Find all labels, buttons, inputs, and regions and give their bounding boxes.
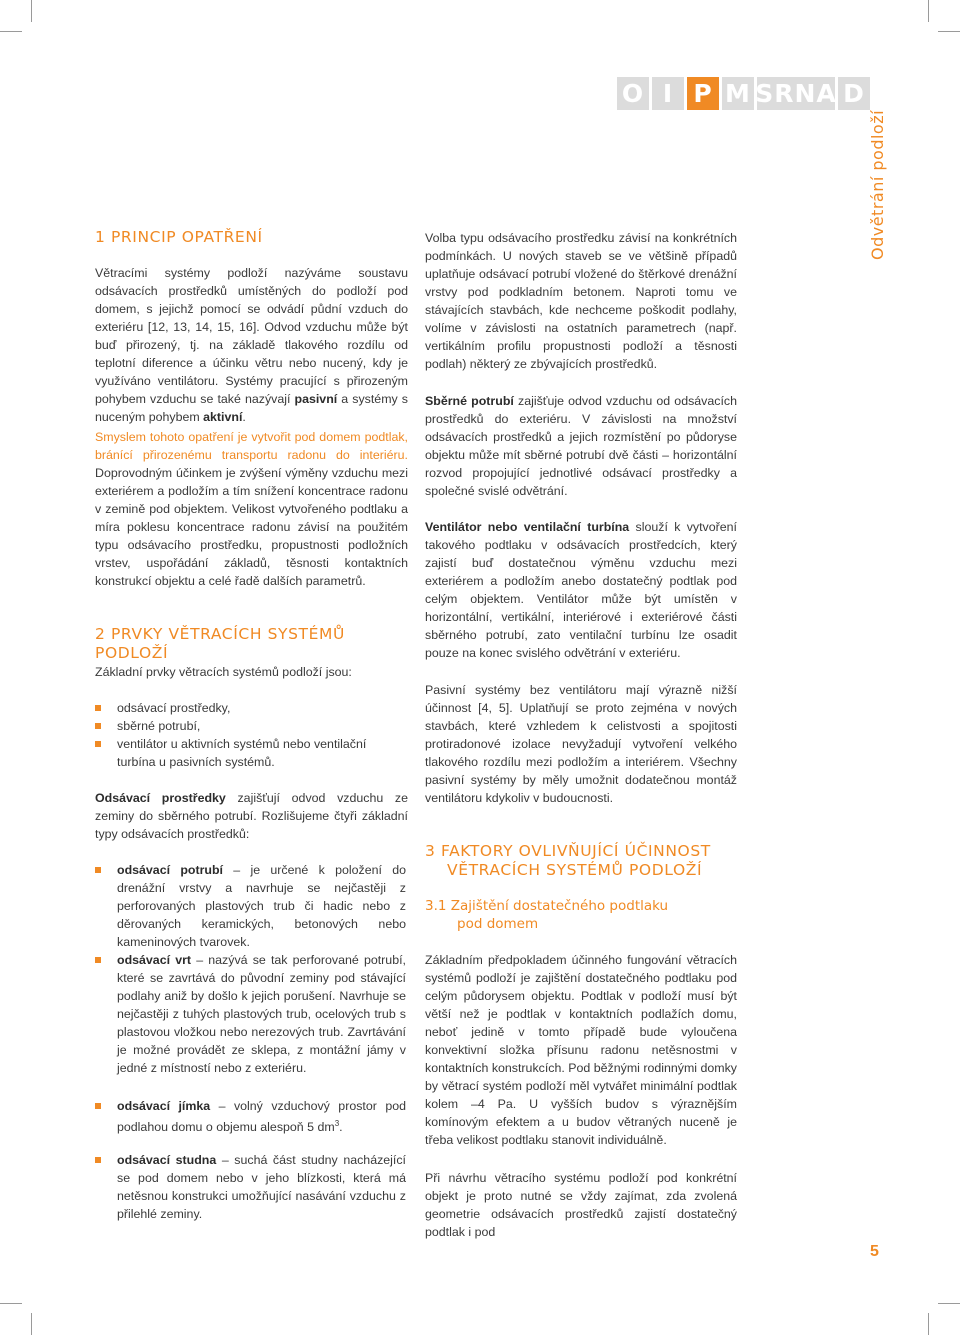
volba-paragraph: Volba typu odsávacího prostředku závisí na konkrétních podmínkách. U nových staveb se ve většině případů uplatňuje odsávací potrubí vložené do štěrkové drenážní vrstvy pod podkladním betonem. Naproti tomu ve stávajících stavbách, kde nechceme poškodit podlahy, volíme v závislosti na ostatních parametrech (např. vertikálním profilu propustnosti podloží a těsnosti podlah) některý ze zbývajících prostředků. [425,231,737,371]
chapter-box-p-active: P [687,77,719,110]
pasivni-systemy-paragraph: Pasivní systémy bez ventilátoru mají výrazně nižší účinnost [4, 5]. Uplatňují se proto zejména v nových stavbách, které vzhledem k celistvosti a spojitosti protiradonové izolace nevyžadují vytvoření velkého tlakového rozdílu mezi podložím a interiérem. Všechny pasivní systémy by měly umožnit dodatečnou montáž ventilátoru kdykoliv v budoucnosti. [425,683,737,805]
chapter-box-d: D [838,77,870,110]
type-odsavaci-jimka: odsávací jímka – volný vzduchový prostor pod podlahou domu o objemu alespoň 5 $dm^3$. [95,1097,406,1136]
crop-mark [31,1313,32,1335]
section-1-heading: 1 PRINCIP OPATŘENÍ [95,228,263,246]
zakladnim-predpokladem-paragraph: Základním předpokladem účinného fungování větracích systémů podloží je zajištění dostatečného podtlaku pod celým půdorysem objektu. Podtlak v podloží musí být větší než je podtlak v kontaktních podlažích domu, neboť jedině v tomto případě bude vyloučena konvektivní složka přísunu radonu netěsnostmi v kontaktních konstrukcích. Pod běžnými rodinnými domky by větrací systém podloží měl vytvářet minimální podtlak kolem –4 Pa. U vyšších budov s výraznějším komínovým efektem a u budov větraných nuceně je třeba velikost podtlaku stanovit individuálně. [425,953,737,1147]
list-item: sběrné potrubí, [95,717,408,735]
crop-mark [938,1303,960,1304]
type-odsavaci-potrubi: odsávací potrubí – je určené k položení do drenážní vrstvy a navrhuje se nejčastěji z perforovaných plastových trub či hadic nebo z děrovaných keramických, betonových nebo kameninových tvarovek. [95,861,406,951]
section-1-paragraph-2: Smyslem tohoto opatření je vytvořit pod domem podtlak, bránící přirozenému transportu radonu do interiéru. Doprovodným účinkem je zvýšení výměny vzduchu mezi exteriérem a podložím a tím snížení koncentrace radonu v zemině pod objektem. Velikost vytvořeného podtlaku a míra poklesu koncentrace radonu závisí na použitém typu odsávacího prostředku, propustnosti podložních vrstev, uspořádání základů, těsnosti kontaktních konstrukcí objektu a celé řadě dalších parametrů. [95,430,408,588]
type-odsavaci-studna: odsávací studna – suchá část studny nacházející se pod domem nebo v jeho blízkosti, která má netěsnou konstrukci umožňující nasávání vzduchu z přilehlé zeminy. [95,1151,406,1223]
crop-mark [928,0,929,22]
chapter-box-i: I [652,77,684,110]
page-number: 5 [870,1243,879,1260]
crop-mark [938,31,960,32]
highlight-text: Smyslem tohoto opatření je vytvořit pod domem podtlak, bránící přirozenému transportu radonu do interiéru. [95,430,408,462]
section-3-heading: 3 FAKTORY OVLIVŇUJÍCÍ ÚČINNOST VĚTRACÍCH SYSTÉMŮ PODLOŽÍ [425,842,711,879]
chapter-box-srna: SRNA [755,79,837,108]
side-chapter-title: Odvětrání podloží [868,109,887,260]
crop-mark [31,0,32,22]
section-3-1-heading: 3.1 Zajištění dostatečného podtlaku pod domem [425,898,669,932]
ventilator-paragraph: Ventilátor nebo ventilační turbína slouží k vytvoření takového podtlaku v odsávacích prostředcích, který zajistí buď dostatečnou výměnu vzduchu mezi exteriérem a podložím anebo dostatečný podtlak pod celým objektem. Ventilátor může být umístěn v horizontální, vertikální, interiérové i exteriérové části sběrného potrubí, zato ventilační turbínu lze osadit pouze na konec svislého odvětrání v exteriéru. [425,520,737,660]
odsavaci-prostredky-paragraph: Odsávací prostředky zajišťují odvod vzduchu ze zeminy do sběrného potrubí. Rozlišujeme čtyři základní typy odsávacích prostředků: [95,791,408,841]
chapter-box-m: M [722,77,754,110]
section-2-heading: 2 PRVKY VĚTRACÍCH SYSTÉMŮ PODLOŽÍ [95,625,345,662]
list-item: odsávací prostředky, [95,699,408,717]
section-2-intro: Základní prvky větracích systémů podloží jsou: [95,665,352,679]
crop-mark [0,1303,22,1304]
crop-mark [928,1313,929,1335]
section-1-paragraph-1: Větracími systémy podloží nazýváme soustavu odsávacích prostředků umístěných do podloží pod domem, s jejichž pomocí se odvádí půdní vzduch do exteriéru [12, 13, 14, 15, 16]. Odvod vzduchu může být buď přirozený, tj. na základě tlakového rozdílu od teplotní diference a účinku větru nebo nucený, kdy je využíváno ventilátoru. Systémy pracující s přirozeným pohybem vzduchu se také nazývají pasivní a systémy s nuceným pohybem aktivní. [95,266,408,424]
elements-list [95,699,408,771]
chapter-box-o: O [617,77,649,110]
list-item: ventilátor u aktivních systémů nebo ventilační turbína u pasivních systémů. [95,735,408,771]
pri-navrhu-paragraph: Při návrhu větracího systému podloží pod konkrétní objekt je proto nutné se vždy zajímat, zda zvolená geometrie odsávacích prostředků zajistí dostatečný podtlak i pod [425,1171,737,1239]
sberne-potrubi-paragraph: Sběrné potrubí zajišťuje odvod vzduchu od odsávacích prostředků do exteriéru. V závislosti na množství odsávacích prostředků a jejich rozmístění po půdoryse objektu může mít sběrné potrubí dvě části – horizontální rozvod propojující jednotlivé odsávací prostředky a společné svislé odvětrání. [425,394,737,498]
chapter-nav [617,77,870,110]
crop-mark [0,31,22,32]
type-odsavaci-vrt: odsávací vrt – nazývá se tak perforované potrubí, které se zavrtává do původní zeminy pod stávající podlahy aniž by došlo k jejich porušení. Navrhuje se nejčastěji z tuhých plastových trub, ocelových trub s plastovou vložkou nebo nerezových trub. Zavrtávání je možné provádět ze sklepa, z montážní jámy v jedné z místností nebo z exteriéru. [95,951,406,1077]
